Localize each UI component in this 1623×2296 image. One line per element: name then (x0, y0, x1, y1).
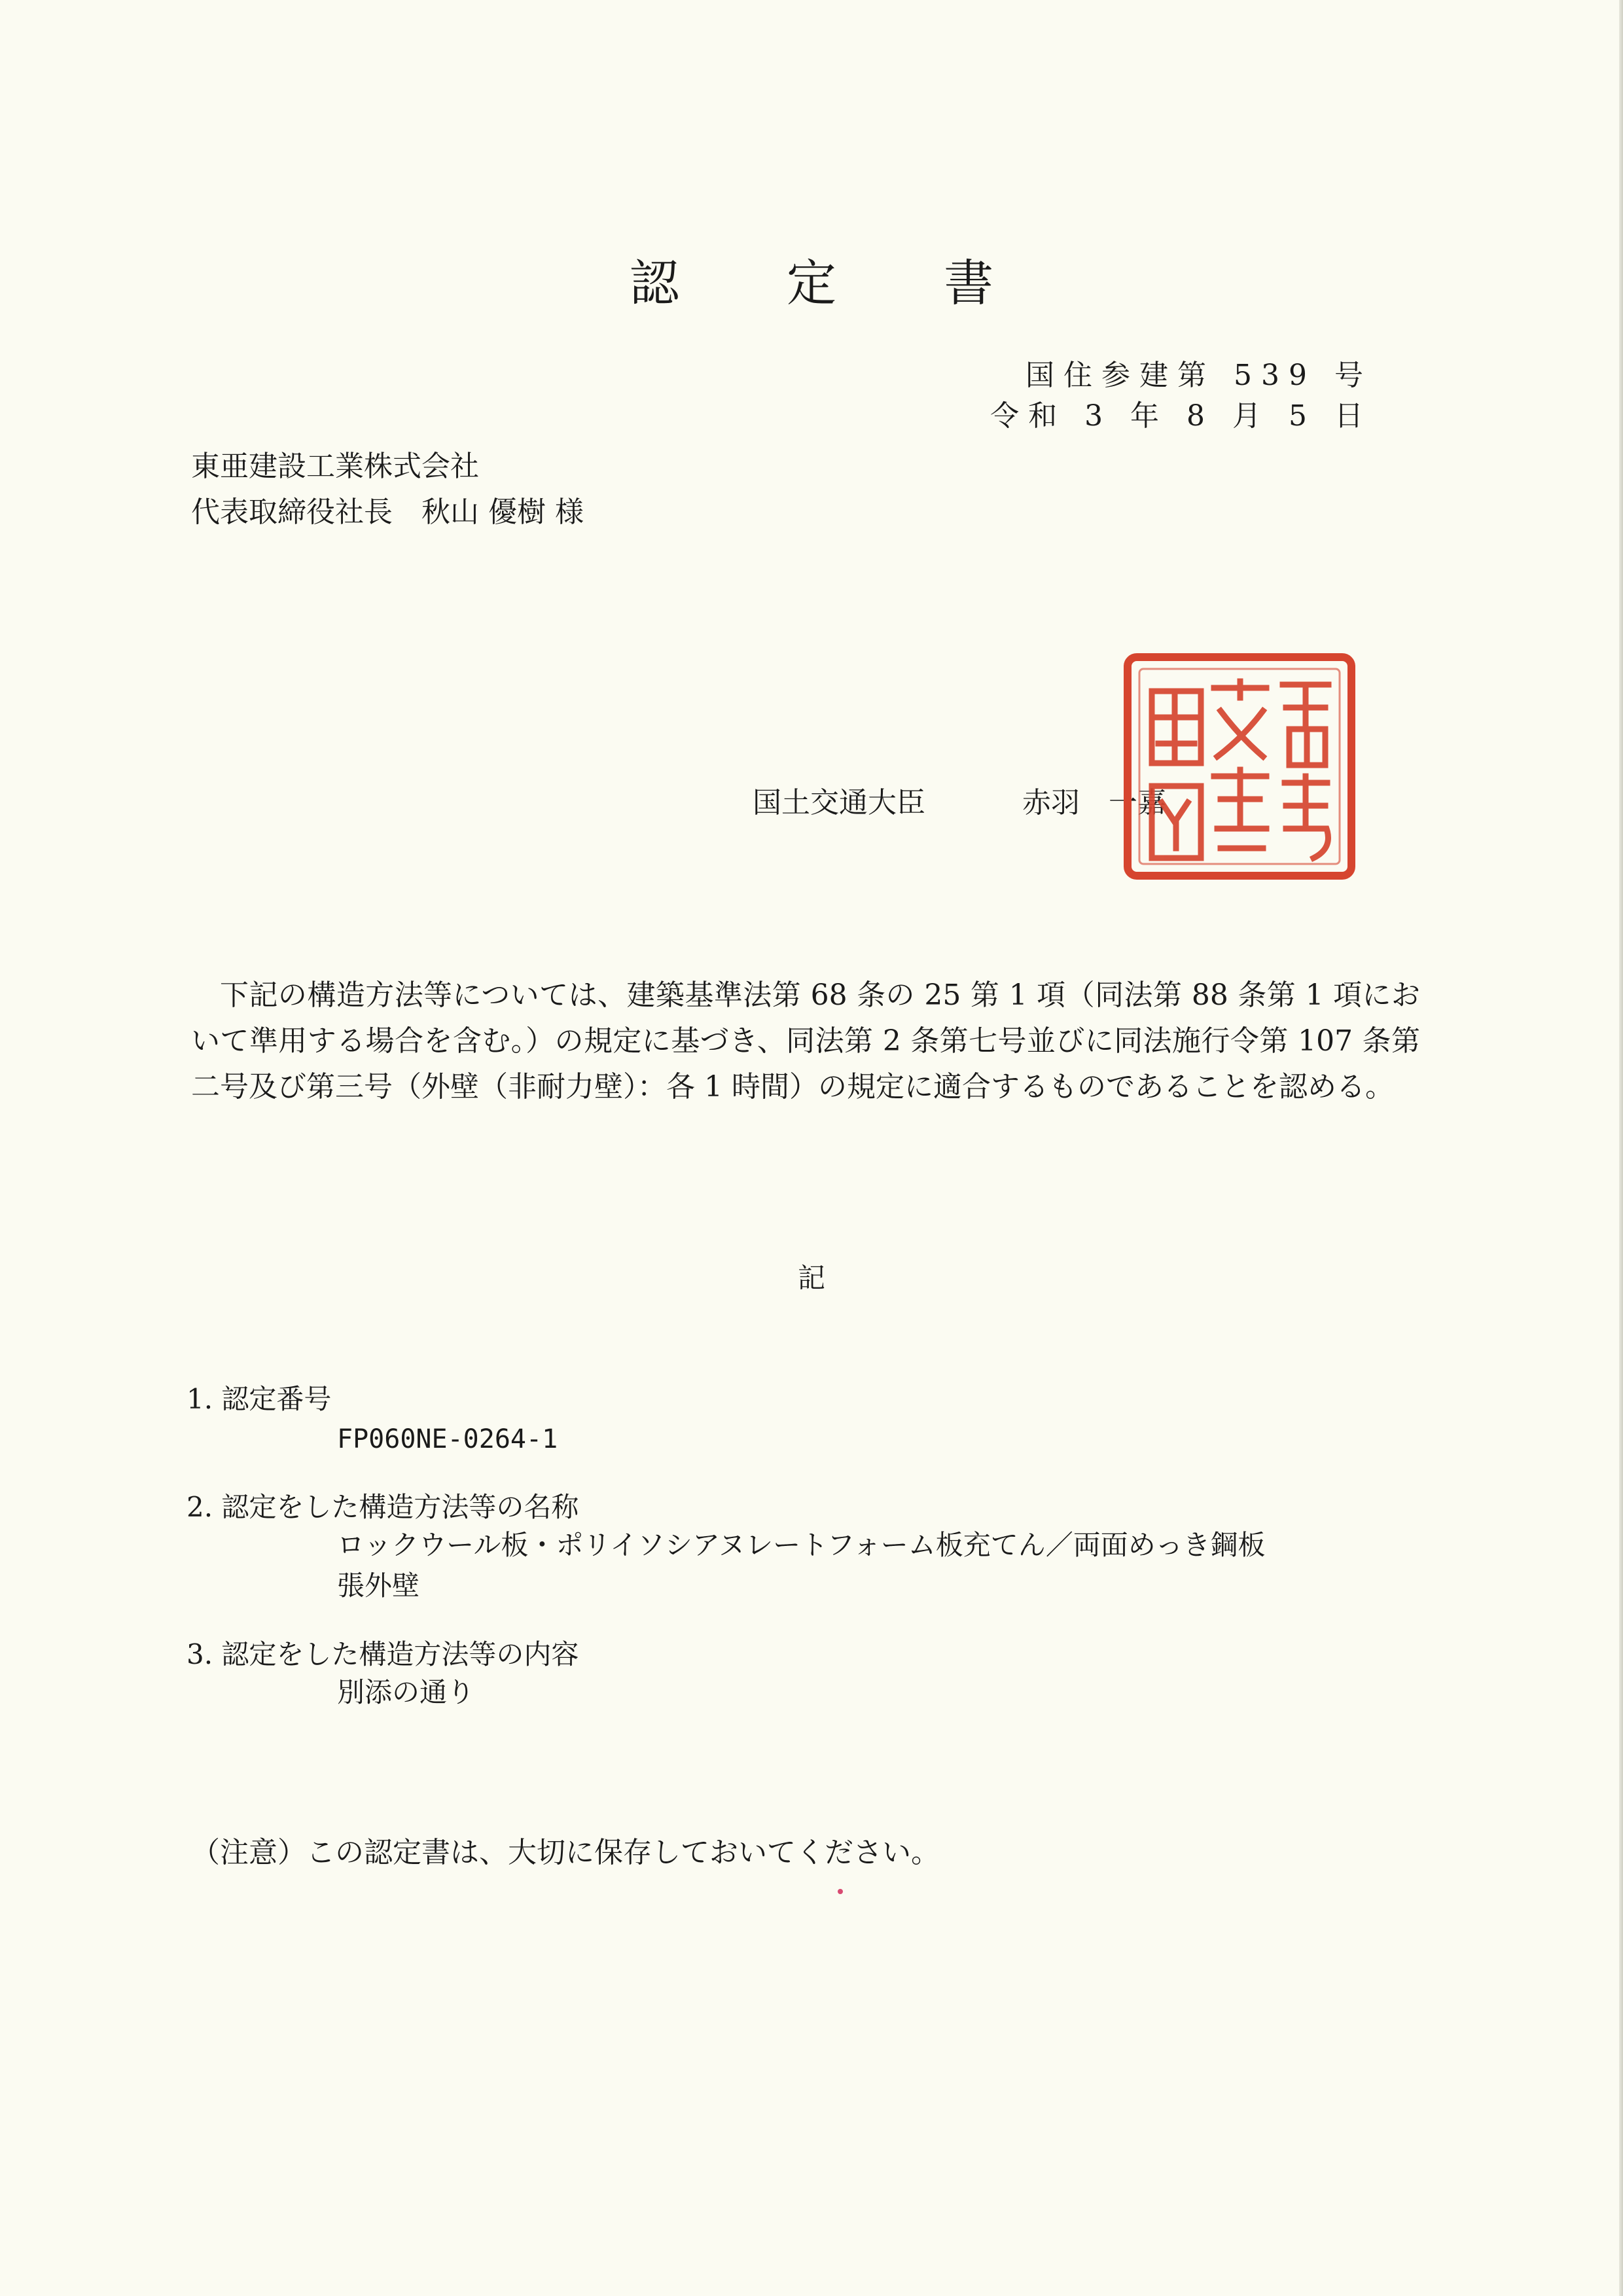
document-date: 令和 3 年 8 月 5 日 (990, 399, 1372, 433)
issuer-name: 赤羽 一嘉 (1022, 786, 1166, 819)
scan-edge (1619, 0, 1623, 2296)
certification-statement: 下記の構造方法等については、建築基準法第 68 条の 25 第 1 項（同法第 88 条第 1 項において準用する場合を含む。）の規定に基づき、同法第 2 条第七号並びに同法施行令第 107 条第二号及び第三号（外壁（非耐力壁）：各 1 時間）の規定に適合するものであることを認める。 (191, 978, 1420, 1103)
item-1-value: FP060NE-0264-1 (337, 1424, 558, 1454)
recipient-person: 代表取締役社長 秋山 優樹 様 (191, 495, 584, 529)
recipient-company: 東亜建設工業株式会社 (191, 450, 479, 483)
addressee-block (191, 444, 584, 535)
preservation-notice: （注意）この認定書は、大切に保存しておいてください。 (191, 1836, 940, 1869)
issuer-block (753, 779, 1166, 821)
item-3-value: 別添の通り (337, 1676, 475, 1708)
document-number: 国住参建第 539 号 (1026, 359, 1372, 392)
item-1-label: 1. 認定番号 (187, 1383, 332, 1415)
document-reference (990, 355, 1372, 437)
item-2-value-line-2: 張外壁 (337, 1570, 420, 1602)
issuer-title: 国土交通大臣 (753, 786, 925, 819)
item-3-label: 3. 認定をした構造方法等の内容 (187, 1638, 579, 1670)
item-2-value-line-1: ロックウール板・ポリイソシアヌレートフォーム板充てん／両面めっき鋼板 (337, 1529, 1266, 1561)
ki-heading: 記 (797, 1262, 825, 1294)
document-title: 認 定 書 (629, 254, 1040, 312)
official-seal-icon (1122, 652, 1357, 881)
item-2-label: 2. 認定をした構造方法等の名称 (187, 1491, 579, 1523)
ink-speck (838, 1889, 843, 1894)
